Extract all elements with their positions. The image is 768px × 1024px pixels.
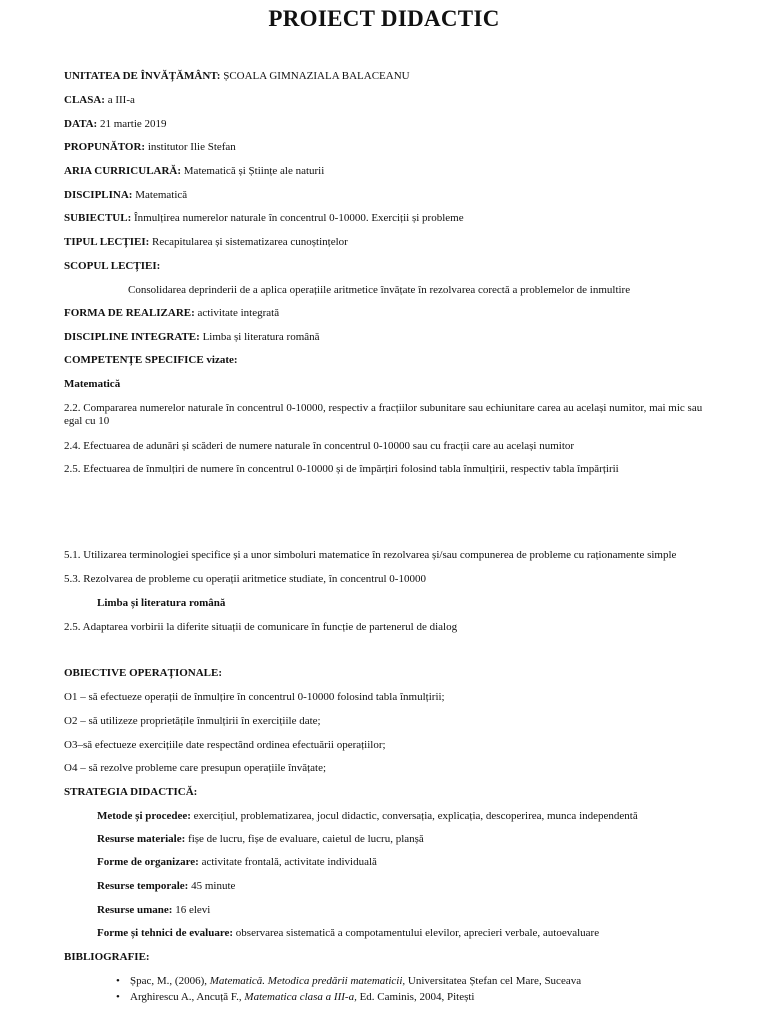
strategia-heading: STRATEGIA DIDACTICĂ: [64, 786, 198, 798]
romana-heading: Limba și literatura română [97, 597, 226, 609]
bibliografie-item: Șpac, M., (2006), Matematică. Metodica predării matematicii, Universitatea Ștefan cel Mare, Suceava [130, 975, 582, 987]
header-value: Matematică [135, 189, 188, 201]
header-label: UNITATEA DE ÎNVĂȚĂMÂNT: [64, 70, 221, 82]
header-value: Înmulțirea numerelor naturale în concentrul 0-10000. Exerciții și probleme [134, 212, 464, 224]
header-unitate [64, 70, 410, 83]
obiectiv-item: O3–să efectueze exercițiile date respectând ordinea efectuării operațiilor; [64, 739, 386, 751]
strategia-item: Resurse temporale: 45 minute [97, 880, 236, 892]
header-label: PROPUNĂTOR: [64, 141, 146, 153]
document-title: PROIECT DIDACTIC [268, 6, 500, 31]
header-propunator [64, 141, 236, 154]
bibliografie-heading: BIBLIOGRAFIE: [64, 951, 150, 963]
math-heading: Matematică [64, 378, 121, 390]
math-item: 2.4. Efectuarea de adunări și scăderi de numere naturale în concentrul 0-10000 sau cu fracții care au același numitor [64, 440, 575, 452]
header-tipul [64, 236, 348, 249]
header-disciplina [64, 189, 187, 202]
strategia-item: Resurse umane: 16 elevi [97, 904, 211, 916]
strategia-item: Forme și tehnici de evaluare: observarea sistematică a compotamentului elevilor, aprecieri verbale, autoevaluare [97, 927, 600, 939]
strategia-item: Resurse materiale: fișe de lucru, fișe de evaluare, caietul de lucru, planșă [97, 833, 424, 845]
header-subiectul [64, 212, 464, 225]
header-label: ARIA CURRICULARĂ: [64, 165, 182, 177]
obiectiv-item: O2 – să utilizeze proprietățile înmulțirii în exercițiile date; [64, 715, 321, 727]
header-clasa [64, 94, 135, 107]
scope-text: Consolidarea deprinderii de a aplica operațiile aritmetice învățate în rezolvarea corectă a problemelor de inmultire [128, 284, 631, 296]
header-label: SUBIECTUL: [64, 212, 132, 224]
obiective-heading: OBIECTIVE OPERAȚIONALE: [64, 667, 223, 679]
math-item: 5.3. Rezolvarea de probleme cu operații aritmetice studiate, în concentrul 0-10000 [64, 573, 426, 585]
math-item: 2.2. Compararea numerelor naturale în concentrul 0-10000, respectiv a fracțiilor subunitare sau echiunitare carea au același numitor, mai mic sau egal cu 10 [64, 402, 703, 427]
header-aria [64, 165, 324, 178]
obiectiv-item: O4 – să rezolve probleme care presupun operațiile învățate; [64, 762, 327, 774]
competente-heading: COMPETENȚE SPECIFICE vizate: [64, 354, 238, 366]
header-data [64, 118, 167, 131]
romana-item: 2.5. Adaptarea vorbirii la diferite situații de comunicare în funcție de partenerul de dialog [64, 621, 458, 633]
header-value: ȘCOALA GIMNAZIALA BALACEANU [223, 70, 410, 82]
header-value: 21 martie 2019 [99, 118, 167, 130]
strategia-item: Metode și procedee: exercițiul, problematizarea, jocul didactic, conversația, explicația, descoperirea, munca independentă [97, 810, 638, 822]
header-label: CLASA: [64, 94, 105, 106]
header-label: DATA: [64, 118, 98, 130]
scope-heading: SCOPUL LECȚIEI: [64, 260, 161, 272]
bullet-icon: • [116, 991, 120, 1003]
header-value: Matematică și Științe ale naturii [183, 165, 325, 177]
bullet-icon: • [116, 975, 120, 987]
strategia-item: Forme de organizare: activitate frontală, activitate individuală [97, 856, 377, 868]
header-value: a III-a [107, 94, 135, 106]
header-label: DISCIPLINA: [64, 189, 133, 201]
obiectiv-item: O1 – să efectueze operații de înmulțire în concentrul 0-10000 folosind tabla înmulțirii; [64, 691, 445, 703]
forma-realizare: FORMA DE REALIZARE: activitate integrată [64, 307, 280, 319]
math-item: 2.5. Efectuarea de înmulțiri de numere în concentrul 0-10000 și de împărțiri folosind tabla înmulțirii, respectiv tabla împărțirii [64, 463, 619, 475]
discipline-integrate: DISCIPLINE INTEGRATE: Limba și literatura română [64, 331, 320, 343]
header-label: TIPUL LECȚIEI: [64, 236, 150, 248]
bibliografie-item: Arghirescu A., Ancuță F., Matematica clasa a III-a, Ed. Caminis, 2004, Pitești [130, 991, 475, 1003]
math-item: 5.1. Utilizarea terminologiei specifice și a unor simboluri matematice în rezolvarea și/sau compunerea de probleme cu raționamente simple [64, 549, 677, 561]
header-value: institutor Ilie Stefan [147, 141, 236, 153]
header-value: Recapitularea și sistematizarea cunoștințelor [152, 236, 348, 248]
